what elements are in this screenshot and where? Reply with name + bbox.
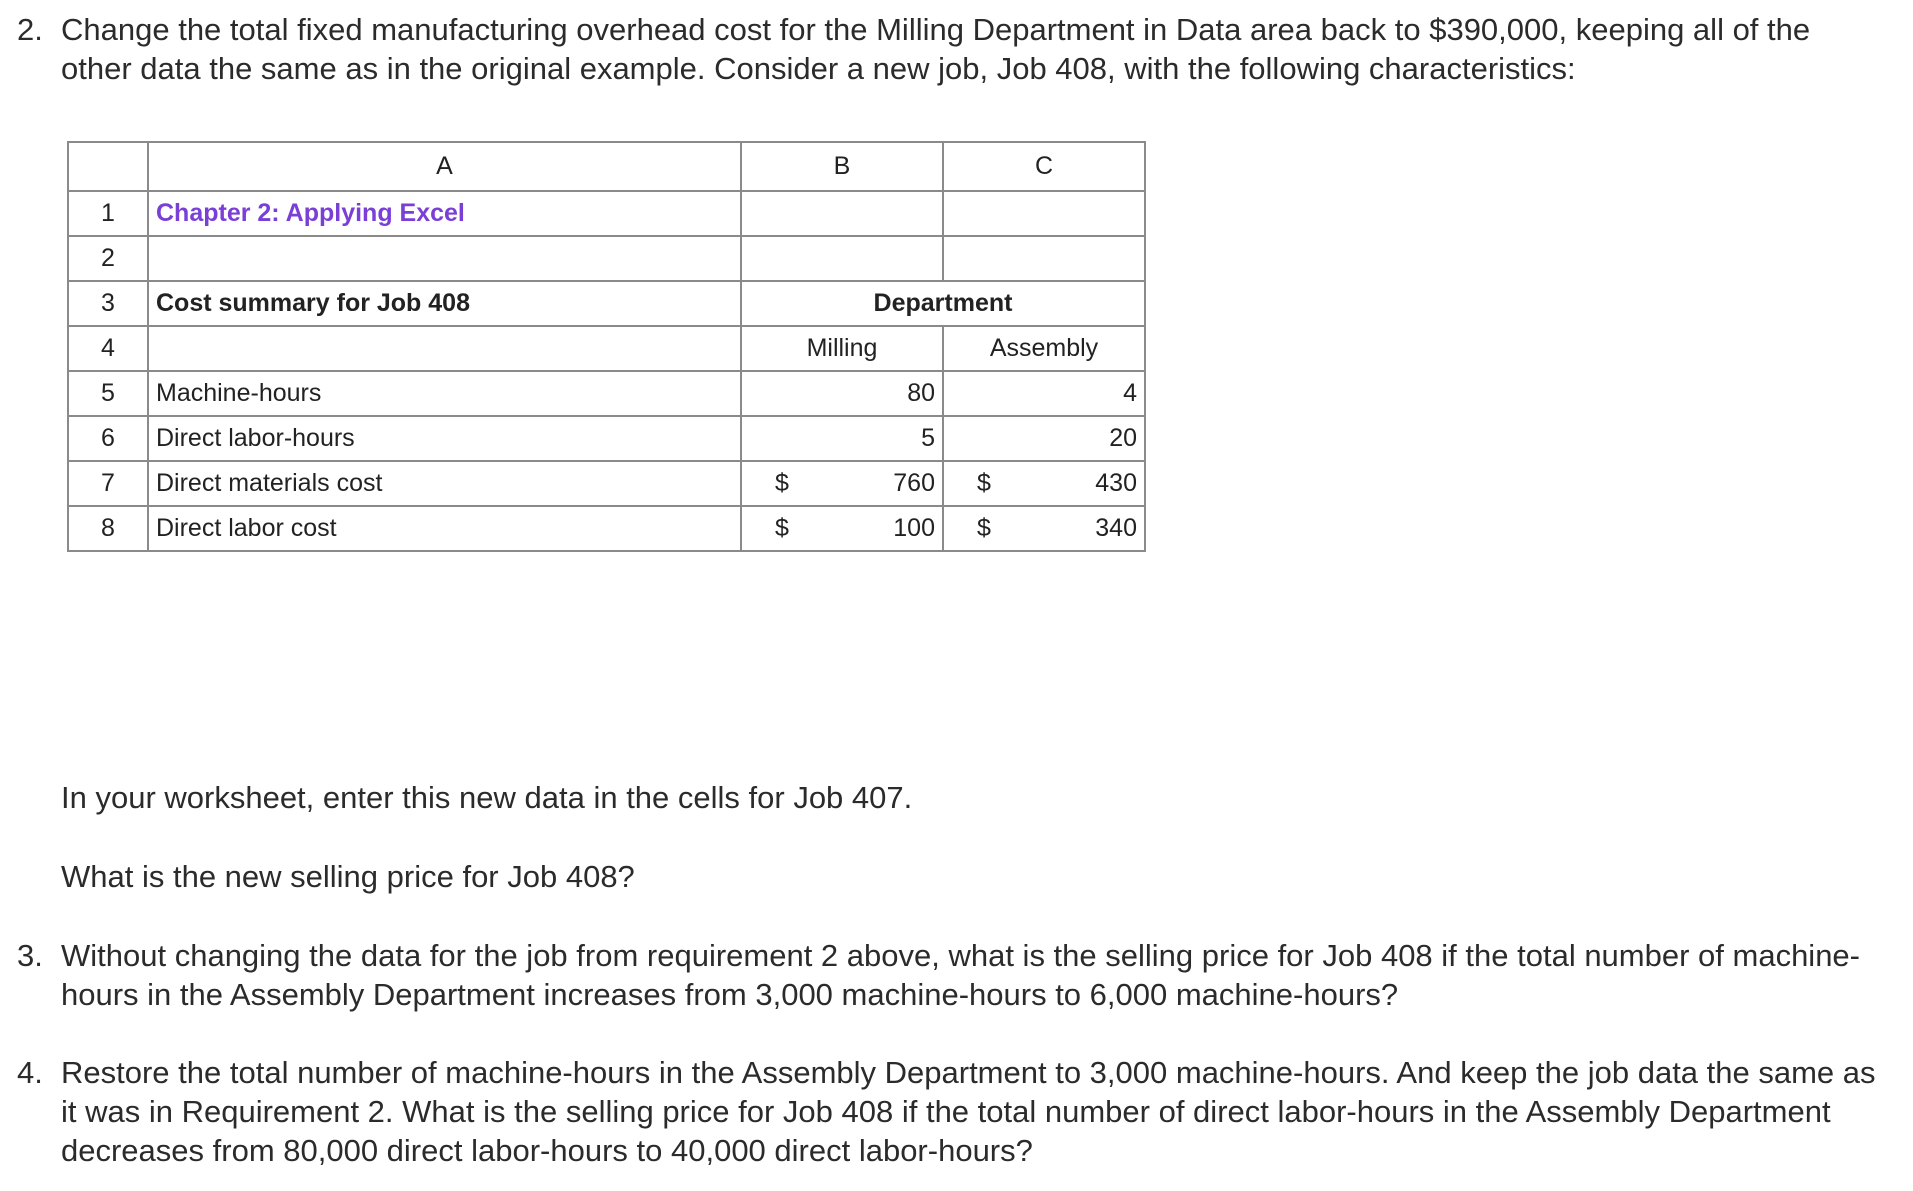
assembly-value: 430 (1095, 469, 1137, 497)
assembly-value: 20 (943, 416, 1145, 461)
empty-cell (741, 191, 943, 236)
question-3-text: Without changing the data for the job from requirement 2 above, what is the selling price for Job 408 if the total number of machine-hours in the Assembly Department increases from 3,000 machine-hours to 6,000 machine-hours? (61, 938, 1860, 1012)
department-header: Department (741, 281, 1145, 326)
row-label: Machine-hours (148, 371, 741, 416)
assembly-value-cell (943, 461, 1145, 506)
milling-value: 760 (893, 469, 935, 497)
milling-value-cell (741, 506, 943, 551)
row-label: Direct materials cost (148, 461, 741, 506)
table-row (68, 326, 1145, 371)
row-number: 8 (68, 506, 148, 551)
question-2-text: Change the total fixed manufacturing overhead cost for the Milling Department in Data area back to $390,000, keeping all of the other data the same as in the original example. Consider a new job, Job 408, with the following characteristics: (61, 12, 1811, 86)
milling-value: 5 (741, 416, 943, 461)
corner-cell (68, 142, 148, 191)
currency-wrap (951, 514, 1137, 543)
assembly-value: 340 (1095, 514, 1137, 542)
sheet-title: Chapter 2: Applying Excel (148, 191, 741, 236)
empty-cell (148, 326, 741, 371)
question-text: What is the new selling price for Job 408? (61, 859, 635, 894)
spreadsheet-table (67, 141, 1146, 552)
table-row (68, 236, 1145, 281)
question-2 (17, 10, 1887, 88)
currency-wrap (951, 469, 1137, 498)
question-3 (17, 936, 1887, 1014)
row-label: Direct labor cost (148, 506, 741, 551)
row-number: 1 (68, 191, 148, 236)
row-number: 7 (68, 461, 148, 506)
instruction-text: In your worksheet, enter this new data in the cells for Job 407. (61, 780, 913, 815)
question-3-number: 3. (17, 938, 43, 973)
row-number: 6 (68, 416, 148, 461)
column-header-c: C (943, 142, 1145, 191)
assembly-header: Assembly (943, 326, 1145, 371)
currency-symbol: $ (775, 514, 789, 542)
milling-value: 100 (893, 514, 935, 542)
empty-cell (943, 236, 1145, 281)
table-row (68, 506, 1145, 551)
table-row (68, 281, 1145, 326)
currency-symbol: $ (775, 469, 789, 497)
table-row (68, 416, 1145, 461)
column-header-a: A (148, 142, 741, 191)
currency-symbol: $ (977, 514, 991, 542)
empty-cell (741, 236, 943, 281)
table-row (68, 461, 1145, 506)
milling-header: Milling (741, 326, 943, 371)
assembly-value: 4 (943, 371, 1145, 416)
assembly-value-cell (943, 506, 1145, 551)
currency-symbol: $ (977, 469, 991, 497)
row-number: 2 (68, 236, 148, 281)
row-label: Direct labor-hours (148, 416, 741, 461)
milling-value: 80 (741, 371, 943, 416)
table-row (68, 371, 1145, 416)
currency-wrap (749, 514, 935, 543)
table-row (68, 191, 1145, 236)
row-number: 5 (68, 371, 148, 416)
empty-cell (943, 191, 1145, 236)
cost-summary-label: Cost summary for Job 408 (148, 281, 741, 326)
row-number: 4 (68, 326, 148, 371)
currency-wrap (749, 469, 935, 498)
milling-value-cell (741, 461, 943, 506)
question-4 (17, 1053, 1887, 1170)
question-4-text: Restore the total number of machine-hours in the Assembly Department to 3,000 machine-hours. And keep the job data the same as it was in Requirement 2. What is the selling price for Job 408 if the total number of direct labor-hours in the Assembly Department decreases from 80,000 direct labor-hours to 40,000 direct labor-hours? (61, 1055, 1876, 1168)
empty-cell (148, 236, 741, 281)
question-2-number: 2. (17, 12, 43, 47)
question-4-number: 4. (17, 1055, 43, 1090)
row-number: 3 (68, 281, 148, 326)
column-header-b: B (741, 142, 943, 191)
column-header-row (68, 142, 1145, 191)
